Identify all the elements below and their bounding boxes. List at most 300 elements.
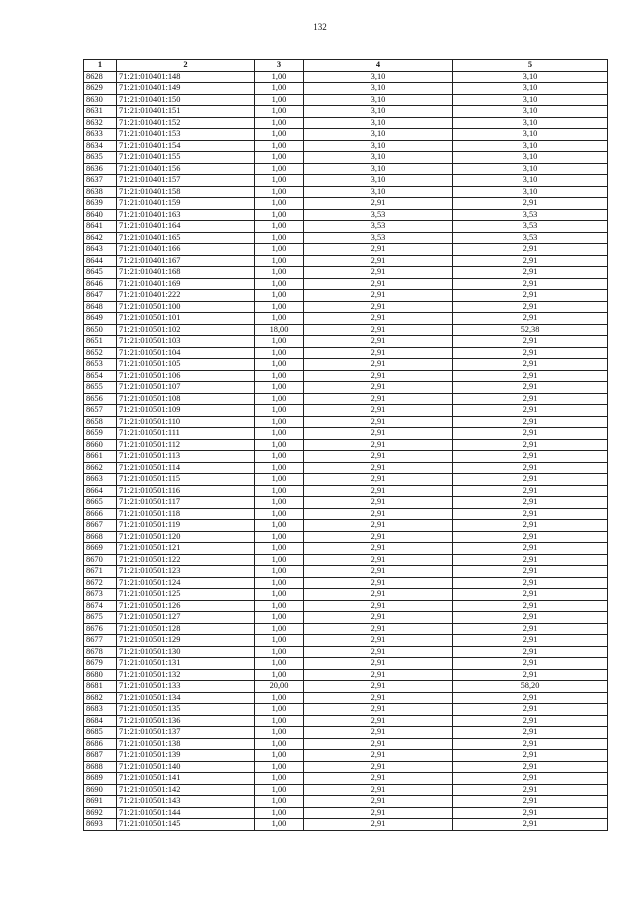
table-row [84,267,608,279]
rate-cell: 2,91 [304,497,453,509]
table-row [84,600,608,612]
cadastral-number-cell: 71:21:010401:163 [117,209,255,221]
total-cell: 2,91 [453,692,608,704]
row-number-cell: 8668 [84,531,117,543]
rate-cell: 2,91 [304,508,453,520]
table-row [84,301,608,313]
quantity-cell: 1,00 [255,94,304,106]
cadastral-number-cell: 71:21:010501:111 [117,428,255,440]
quantity-cell: 1,00 [255,186,304,198]
total-cell: 3,10 [453,94,608,106]
table-row [84,129,608,141]
rate-cell: 2,91 [304,819,453,831]
row-number-cell: 8647 [84,290,117,302]
cadastral-number-cell: 71:21:010501:135 [117,704,255,716]
cadastral-number-cell: 71:21:010501:126 [117,600,255,612]
total-cell: 2,91 [453,589,608,601]
quantity-cell: 1,00 [255,198,304,210]
table-row [84,554,608,566]
total-cell: 3,53 [453,209,608,221]
cadastral-number-cell: 71:21:010401:150 [117,94,255,106]
table-row [84,773,608,785]
cadastral-number-cell: 71:21:010501:141 [117,773,255,785]
total-cell: 2,91 [453,267,608,279]
total-cell: 3,10 [453,83,608,95]
page-number: 132 [313,22,327,32]
cadastral-number-cell: 71:21:010501:145 [117,819,255,831]
cadastral-number-cell: 71:21:010501:110 [117,416,255,428]
rate-cell: 2,91 [304,382,453,394]
row-number-cell: 8652 [84,347,117,359]
total-cell: 2,91 [453,198,608,210]
total-cell: 2,91 [453,727,608,739]
quantity-cell: 1,00 [255,290,304,302]
quantity-cell: 1,00 [255,485,304,497]
cadastral-number-cell: 71:21:010401:152 [117,117,255,129]
rate-cell: 2,91 [304,807,453,819]
quantity-cell: 1,00 [255,255,304,267]
row-number-cell: 8674 [84,600,117,612]
cadastral-number-cell: 71:21:010501:124 [117,577,255,589]
quantity-cell: 1,00 [255,336,304,348]
cadastral-number-cell: 71:21:010501:115 [117,474,255,486]
quantity-cell: 1,00 [255,232,304,244]
row-number-cell: 8654 [84,370,117,382]
total-cell: 3,10 [453,129,608,141]
row-number-cell: 8643 [84,244,117,256]
quantity-cell: 1,00 [255,773,304,785]
cadastral-number-cell: 71:21:010501:143 [117,796,255,808]
table-row [84,589,608,601]
row-number-cell: 8637 [84,175,117,187]
table-row [84,405,608,417]
total-cell: 2,91 [453,635,608,647]
table-row [84,543,608,555]
row-number-cell: 8638 [84,186,117,198]
table-row [84,577,608,589]
total-cell: 2,91 [453,347,608,359]
quantity-cell: 1,00 [255,71,304,83]
cadastral-number-cell: 71:21:010401:148 [117,71,255,83]
row-number-cell: 8653 [84,359,117,371]
cadastral-number-cell: 71:21:010501:114 [117,462,255,474]
table-row [84,290,608,302]
cadastral-number-cell: 71:21:010401:156 [117,163,255,175]
total-cell: 3,10 [453,117,608,129]
quantity-cell: 1,00 [255,807,304,819]
quantity-cell: 1,00 [255,451,304,463]
table-row [84,186,608,198]
quantity-cell: 1,00 [255,175,304,187]
header-row [84,60,608,72]
cadastral-number-cell: 71:21:010501:138 [117,738,255,750]
table-row [84,428,608,440]
quantity-cell: 1,00 [255,692,304,704]
total-cell: 2,91 [453,658,608,670]
rate-cell: 3,10 [304,94,453,106]
row-number-cell: 8634 [84,140,117,152]
quantity-cell: 1,00 [255,819,304,831]
total-cell: 2,91 [453,738,608,750]
rate-cell: 2,91 [304,301,453,313]
cadastral-number-cell: 71:21:010501:121 [117,543,255,555]
total-cell: 2,91 [453,301,608,313]
cadastral-number-cell: 71:21:010401:165 [117,232,255,244]
quantity-cell: 1,00 [255,715,304,727]
row-number-cell: 8659 [84,428,117,440]
total-cell: 2,91 [453,313,608,325]
table-row [84,646,608,658]
rate-cell: 2,91 [304,646,453,658]
total-cell: 2,91 [453,244,608,256]
rate-cell: 2,91 [304,439,453,451]
table-row [84,704,608,716]
table-row [84,612,608,624]
quantity-cell: 1,00 [255,129,304,141]
column-header: 4 [304,60,453,72]
quantity-cell: 20,00 [255,681,304,693]
total-cell: 2,91 [453,336,608,348]
total-cell: 2,91 [453,497,608,509]
cadastral-number-cell: 71:21:010501:122 [117,554,255,566]
total-cell: 2,91 [453,761,608,773]
row-number-cell: 8667 [84,520,117,532]
table-row [84,347,608,359]
total-cell: 2,91 [453,819,608,831]
total-cell: 3,10 [453,186,608,198]
table-row [84,140,608,152]
row-number-cell: 8687 [84,750,117,762]
rate-cell: 2,91 [304,566,453,578]
table-row [84,738,608,750]
table-row [84,531,608,543]
table-row [84,750,608,762]
cadastral-number-cell: 71:21:010501:120 [117,531,255,543]
row-number-cell: 8646 [84,278,117,290]
rate-cell: 2,91 [304,577,453,589]
quantity-cell: 1,00 [255,140,304,152]
quantity-cell: 1,00 [255,784,304,796]
table-row [84,313,608,325]
row-number-cell: 8691 [84,796,117,808]
table-row [84,232,608,244]
total-cell: 2,91 [453,462,608,474]
quantity-cell: 1,00 [255,278,304,290]
row-number-cell: 8642 [84,232,117,244]
column-header: 1 [84,60,117,72]
quantity-cell: 1,00 [255,209,304,221]
rate-cell: 2,91 [304,773,453,785]
rate-cell: 3,53 [304,209,453,221]
total-cell: 2,91 [453,600,608,612]
total-cell: 2,91 [453,508,608,520]
table-row [84,175,608,187]
table-row [84,681,608,693]
row-number-cell: 8635 [84,152,117,164]
quantity-cell: 1,00 [255,474,304,486]
total-cell: 2,91 [453,393,608,405]
row-number-cell: 8636 [84,163,117,175]
table-row [84,635,608,647]
total-cell: 2,91 [453,290,608,302]
row-number-cell: 8677 [84,635,117,647]
total-cell: 3,53 [453,232,608,244]
row-number-cell: 8675 [84,612,117,624]
row-number-cell: 8640 [84,209,117,221]
rate-cell: 3,10 [304,71,453,83]
quantity-cell: 1,00 [255,600,304,612]
row-number-cell: 8680 [84,669,117,681]
table-row [84,508,608,520]
total-cell: 2,91 [453,520,608,532]
cadastral-number-cell: 71:21:010401:151 [117,106,255,118]
quantity-cell: 1,00 [255,393,304,405]
cadastral-number-cell: 71:21:010501:107 [117,382,255,394]
rate-cell: 2,91 [304,727,453,739]
row-number-cell: 8685 [84,727,117,739]
row-number-cell: 8632 [84,117,117,129]
total-cell: 2,91 [453,612,608,624]
quantity-cell: 1,00 [255,313,304,325]
cadastral-number-cell: 71:21:010501:105 [117,359,255,371]
table-row [84,784,608,796]
table-row [84,336,608,348]
rate-cell: 3,10 [304,83,453,95]
total-cell: 3,10 [453,140,608,152]
rate-cell: 3,10 [304,152,453,164]
row-number-cell: 8656 [84,393,117,405]
rate-cell: 2,91 [304,600,453,612]
quantity-cell: 1,00 [255,761,304,773]
column-header: 2 [117,60,255,72]
total-cell: 2,91 [453,439,608,451]
cadastral-number-cell: 71:21:010401:222 [117,290,255,302]
quantity-cell: 1,00 [255,577,304,589]
row-number-cell: 8666 [84,508,117,520]
cadastral-number-cell: 71:21:010401:157 [117,175,255,187]
quantity-cell: 1,00 [255,589,304,601]
rate-cell: 2,91 [304,692,453,704]
row-number-cell: 8673 [84,589,117,601]
table-row [84,623,608,635]
rate-cell: 2,91 [304,658,453,670]
quantity-cell: 1,00 [255,301,304,313]
quantity-cell: 1,00 [255,405,304,417]
table-row [84,221,608,233]
total-cell: 2,91 [453,704,608,716]
table-row [84,462,608,474]
rate-cell: 2,91 [304,451,453,463]
total-cell: 2,91 [453,255,608,267]
total-cell: 2,91 [453,370,608,382]
table-row [84,451,608,463]
cadastral-number-cell: 71:21:010501:112 [117,439,255,451]
quantity-cell: 1,00 [255,370,304,382]
quantity-cell: 1,00 [255,244,304,256]
quantity-cell: 1,00 [255,796,304,808]
cadastral-number-cell: 71:21:010501:137 [117,727,255,739]
total-cell: 3,10 [453,163,608,175]
quantity-cell: 1,00 [255,658,304,670]
total-cell: 2,91 [453,543,608,555]
quantity-cell: 1,00 [255,531,304,543]
table-row [84,71,608,83]
rate-cell: 2,91 [304,796,453,808]
quantity-cell: 1,00 [255,543,304,555]
quantity-cell: 1,00 [255,508,304,520]
total-cell: 2,91 [453,278,608,290]
table-row [84,117,608,129]
row-number-cell: 8693 [84,819,117,831]
quantity-cell: 1,00 [255,382,304,394]
quantity-cell: 1,00 [255,347,304,359]
cadastral-number-cell: 71:21:010501:102 [117,324,255,336]
rate-cell: 2,91 [304,347,453,359]
rate-cell: 2,91 [304,313,453,325]
data-table [83,59,608,831]
cadastral-number-cell: 71:21:010401:158 [117,186,255,198]
rate-cell: 3,10 [304,106,453,118]
total-cell: 2,91 [453,566,608,578]
quantity-cell: 1,00 [255,727,304,739]
table-row [84,692,608,704]
quantity-cell: 1,00 [255,520,304,532]
rate-cell: 3,10 [304,175,453,187]
row-number-cell: 8662 [84,462,117,474]
rate-cell: 2,91 [304,428,453,440]
cadastral-number-cell: 71:21:010401:155 [117,152,255,164]
table-row [84,359,608,371]
row-number-cell: 8688 [84,761,117,773]
row-number-cell: 8684 [84,715,117,727]
row-number-cell: 8655 [84,382,117,394]
rate-cell: 2,91 [304,520,453,532]
table-row [84,566,608,578]
row-number-cell: 8678 [84,646,117,658]
total-cell: 3,10 [453,152,608,164]
row-number-cell: 8657 [84,405,117,417]
quantity-cell: 1,00 [255,704,304,716]
cadastral-number-cell: 71:21:010401:167 [117,255,255,267]
cadastral-number-cell: 71:21:010501:142 [117,784,255,796]
cadastral-number-cell: 71:21:010501:128 [117,623,255,635]
cadastral-number-cell: 71:21:010401:154 [117,140,255,152]
rate-cell: 2,91 [304,393,453,405]
total-cell: 2,91 [453,750,608,762]
quantity-cell: 1,00 [255,267,304,279]
rate-cell: 2,91 [304,635,453,647]
cadastral-number-cell: 71:21:010501:136 [117,715,255,727]
total-cell: 2,91 [453,451,608,463]
rate-cell: 2,91 [304,589,453,601]
quantity-cell: 18,00 [255,324,304,336]
rate-cell: 2,91 [304,198,453,210]
table-row [84,474,608,486]
table-row [84,669,608,681]
table-body [84,71,608,830]
table-row [84,198,608,210]
row-number-cell: 8645 [84,267,117,279]
total-cell: 58,20 [453,681,608,693]
rate-cell: 2,91 [304,267,453,279]
cadastral-number-cell: 71:21:010401:169 [117,278,255,290]
rate-cell: 3,10 [304,140,453,152]
cadastral-number-cell: 71:21:010501:106 [117,370,255,382]
row-number-cell: 8671 [84,566,117,578]
cadastral-number-cell: 71:21:010501:117 [117,497,255,509]
total-cell: 2,91 [453,359,608,371]
total-cell: 3,53 [453,221,608,233]
cadastral-number-cell: 71:21:010501:103 [117,336,255,348]
table-row [84,796,608,808]
rate-cell: 2,91 [304,336,453,348]
rate-cell: 2,91 [304,474,453,486]
table-row [84,152,608,164]
total-cell: 52,38 [453,324,608,336]
row-number-cell: 8689 [84,773,117,785]
rate-cell: 2,91 [304,704,453,716]
table-row [84,761,608,773]
row-number-cell: 8661 [84,451,117,463]
column-header: 3 [255,60,304,72]
total-cell: 2,91 [453,646,608,658]
row-number-cell: 8658 [84,416,117,428]
table-row [84,209,608,221]
row-number-cell: 8669 [84,543,117,555]
total-cell: 2,91 [453,807,608,819]
total-cell: 3,10 [453,71,608,83]
total-cell: 2,91 [453,784,608,796]
rate-cell: 2,91 [304,370,453,382]
table-row [84,485,608,497]
row-number-cell: 8648 [84,301,117,313]
quantity-cell: 1,00 [255,462,304,474]
rate-cell: 2,91 [304,612,453,624]
total-cell: 2,91 [453,773,608,785]
total-cell: 3,10 [453,175,608,187]
rate-cell: 3,10 [304,129,453,141]
rate-cell: 2,91 [304,623,453,635]
quantity-cell: 1,00 [255,359,304,371]
total-cell: 2,91 [453,474,608,486]
quantity-cell: 1,00 [255,623,304,635]
cadastral-number-cell: 71:21:010501:116 [117,485,255,497]
cadastral-number-cell: 71:21:010401:159 [117,198,255,210]
cadastral-number-cell: 71:21:010401:166 [117,244,255,256]
row-number-cell: 8683 [84,704,117,716]
quantity-cell: 1,00 [255,117,304,129]
quantity-cell: 1,00 [255,106,304,118]
row-number-cell: 8644 [84,255,117,267]
quantity-cell: 1,00 [255,635,304,647]
cadastral-number-cell: 71:21:010401:149 [117,83,255,95]
table-row [84,370,608,382]
quantity-cell: 1,00 [255,221,304,233]
cadastral-number-cell: 71:21:010501:139 [117,750,255,762]
cadastral-number-cell: 71:21:010501:134 [117,692,255,704]
table-row [84,416,608,428]
total-cell: 2,91 [453,623,608,635]
cadastral-number-cell: 71:21:010501:132 [117,669,255,681]
quantity-cell: 1,00 [255,612,304,624]
cadastral-number-cell: 71:21:010501:140 [117,761,255,773]
cadastral-number-cell: 71:21:010501:125 [117,589,255,601]
cadastral-number-cell: 71:21:010401:164 [117,221,255,233]
cadastral-number-cell: 71:21:010501:127 [117,612,255,624]
rate-cell: 2,91 [304,244,453,256]
row-number-cell: 8664 [84,485,117,497]
rate-cell: 2,91 [304,359,453,371]
